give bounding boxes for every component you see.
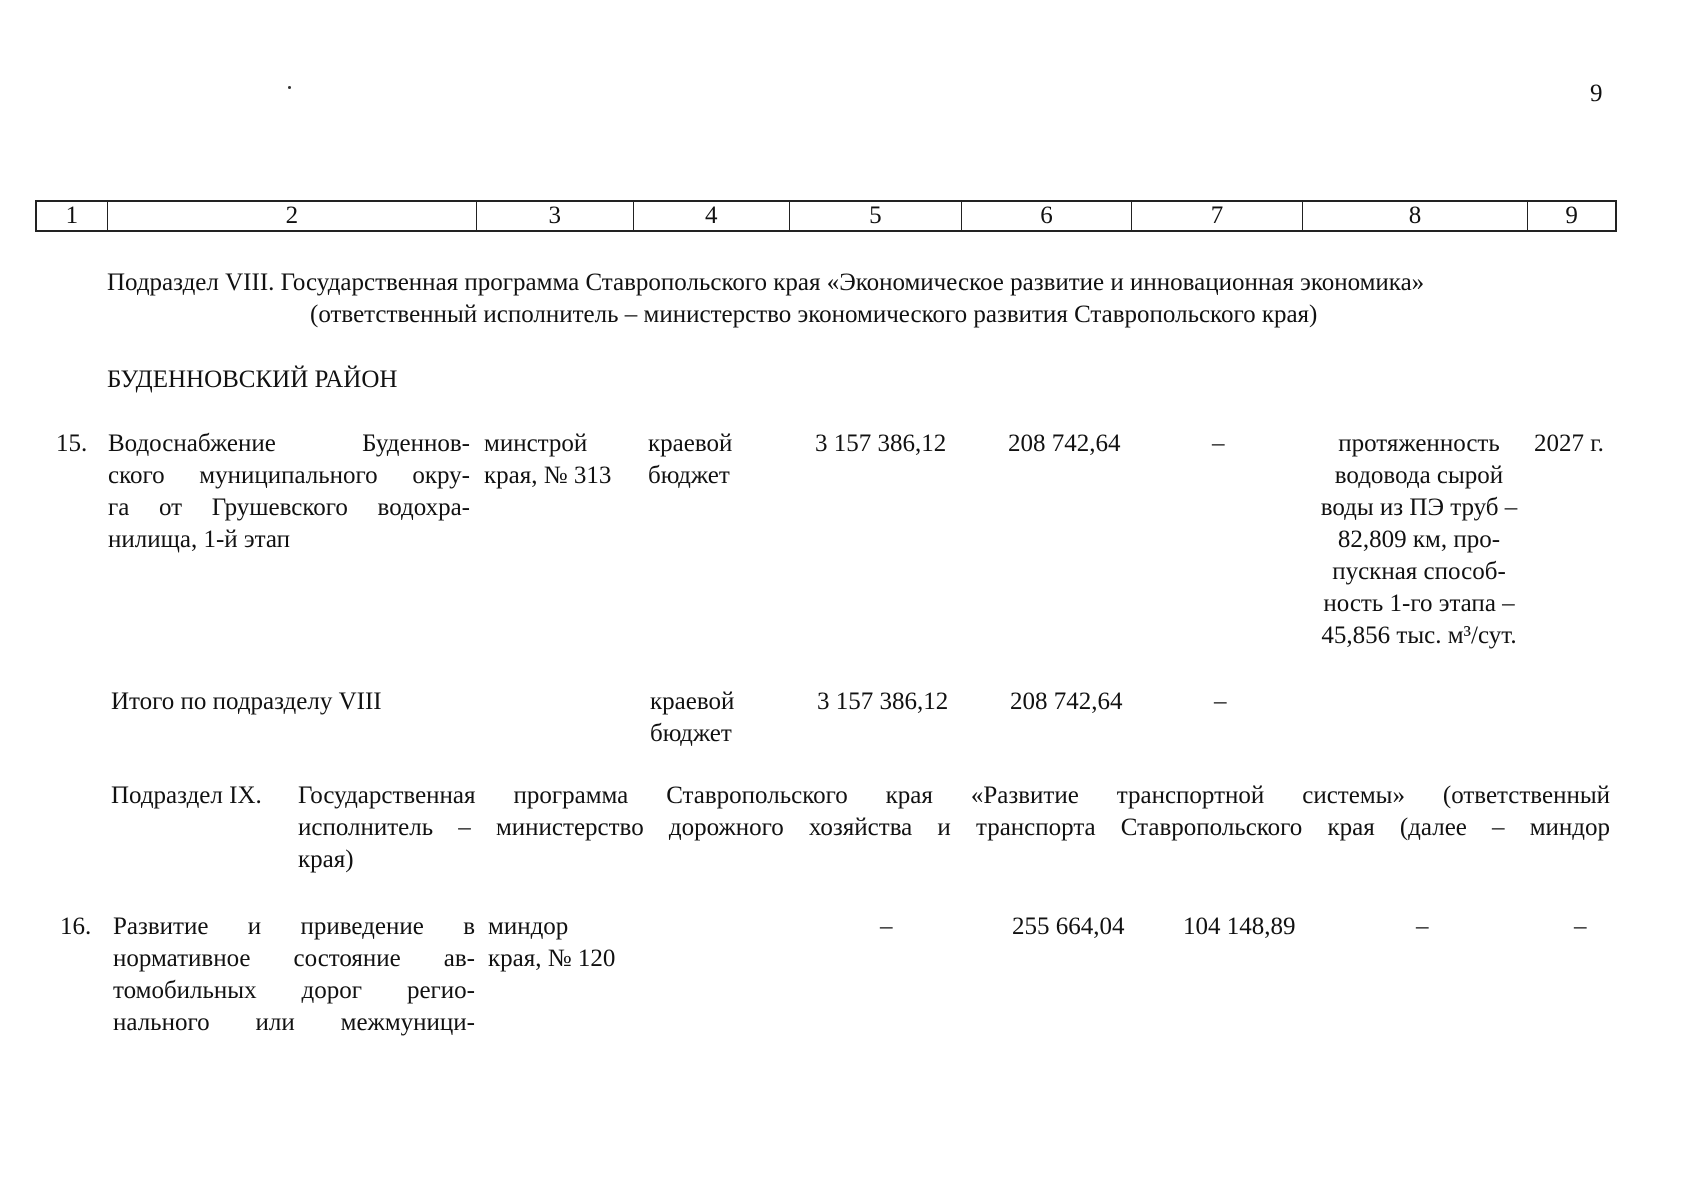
total-viii-col6-value: 208 742,64 (1010, 688, 1123, 715)
column-header-1: 1 (37, 202, 108, 230)
row15-col7-value: – (1212, 430, 1225, 457)
total-viii-budget-line: бюджет (650, 720, 732, 747)
column-header-5: 5 (790, 202, 962, 230)
row15-budget-line: бюджет (648, 462, 730, 489)
row15-executor-line: края, № 313 (484, 462, 612, 489)
page-number: 9 (1590, 80, 1603, 107)
row16-executor-line: края, № 120 (488, 945, 616, 972)
column-header-8: 8 (1303, 202, 1528, 230)
row15-result-line: воды из ПЭ труб – (1320, 494, 1518, 521)
subsection-ix-prefix: Подраздел IX. (111, 782, 262, 809)
scan-speck (288, 86, 291, 89)
row16-number: 16. (60, 913, 92, 940)
row15-number: 15. (56, 430, 88, 457)
row16-name-line: Развитие и приведение в (113, 913, 475, 940)
row16-col6-value: 255 664,04 (1012, 913, 1125, 940)
row16-name-line: нального или межмуници- (113, 1009, 475, 1036)
row16-name-line: томобильных дорог регио- (113, 977, 475, 1004)
row16-col5-value: – (880, 913, 893, 940)
row15-name-line: ского муниципального окру- (108, 462, 470, 489)
row15-budget (648, 428, 732, 492)
row16-name (113, 911, 475, 1039)
column-header-7: 7 (1132, 202, 1303, 230)
total-viii-col7-value: – (1214, 688, 1227, 715)
total-viii-label: Итого по подразделу VIII (111, 688, 382, 715)
column-header-2: 2 (108, 202, 477, 230)
row15-name-line: Водоснабжение Буденнов- (108, 430, 470, 457)
row15-budget-line: краевой (648, 430, 733, 457)
row16-name-line: нормативное состояние ав- (113, 945, 475, 972)
row15-col6-value: 208 742,64 (1008, 430, 1121, 457)
row15-result-line: пускная способ- (1332, 558, 1506, 585)
total-viii-budget-line: краевой (650, 688, 735, 715)
row15-result-line: 45,856 тыс. м³/сут. (1321, 622, 1517, 649)
row15-executor-line: минстрой (484, 430, 588, 457)
row15-result-line: протяженность (1338, 430, 1500, 457)
total-viii-budget (650, 686, 734, 750)
row15-name-line: га от Грушевского водохра- (108, 494, 470, 521)
row15-result (1300, 428, 1538, 652)
subsection-ix-heading-line: края) (298, 846, 354, 873)
row16-col9-value: – (1574, 913, 1587, 940)
row15-result-line: 82,809 км, про- (1337, 526, 1501, 553)
subsection-viii-heading-line1: Подраздел VIII. Государственная программа Ставропольского края «Экономическое развитие и инновационная экономика» (107, 269, 1425, 296)
row16-executor-line: миндор (488, 913, 569, 940)
district-heading: БУДЕННОВСКИЙ РАЙОН (107, 366, 398, 393)
row15-year: 2027 г. (1534, 430, 1604, 457)
row16-col7-value: 104 148,89 (1183, 913, 1296, 940)
subsection-ix-heading-line: исполнитель – министерство дорожного хозяйства и транспорта Ставропольского края (далее – миндор (298, 814, 1610, 841)
row15-executor (484, 428, 627, 492)
row15-result-line: водовода сырой (1334, 462, 1504, 489)
column-header-row (35, 200, 1617, 232)
row15-result-line: ность 1-го этапа – (1323, 590, 1515, 617)
column-header-4: 4 (634, 202, 791, 230)
subsection-ix-heading-line: Государственная программа Ставропольского края «Развитие транспортной системы» (ответственный (298, 782, 1610, 809)
subsection-viii-heading-line2: (ответственный исполнитель – министерство экономического развития Ставропольского края) (310, 301, 1318, 328)
row15-name-line: нилища, 1-й этап (108, 526, 291, 553)
row16-executor (488, 911, 615, 975)
total-viii-col5-value: 3 157 386,12 (817, 688, 949, 715)
column-header-6: 6 (962, 202, 1133, 230)
row16-col8-value: – (1416, 913, 1429, 940)
column-header-3: 3 (477, 202, 634, 230)
column-header-9: 9 (1565, 202, 1578, 229)
subsection-ix-heading (298, 780, 1610, 876)
row15-col5-value: 3 157 386,12 (815, 430, 947, 457)
row15-name (108, 428, 470, 556)
